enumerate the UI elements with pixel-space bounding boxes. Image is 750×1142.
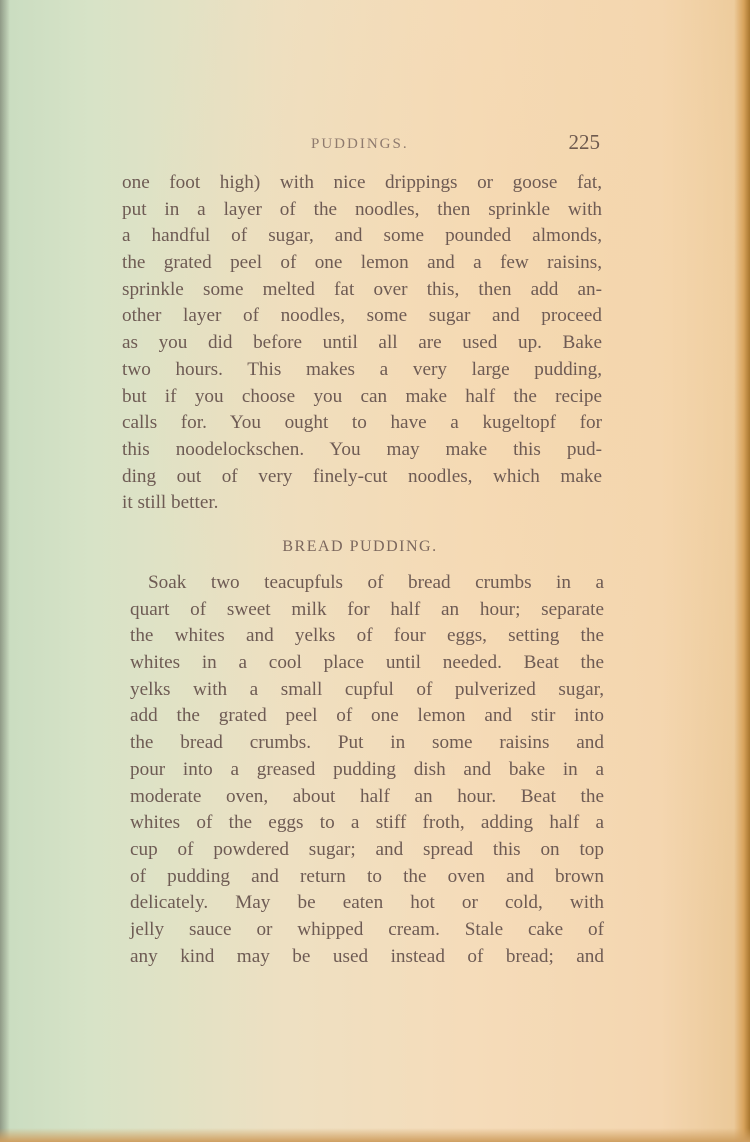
text-line: calls for. You ought to have a kugeltopf for [122,412,602,434]
text-line: Soak two teacupfuls of bread crumbs in a [148,572,604,593]
text-line: the grated peel of one lemon and a few raisins, [122,252,602,274]
text-line: but if you choose you can make half the recipe [122,385,602,407]
text-line: whites in a cool place until needed. Beat the [130,652,604,674]
text-line: it still better. [122,492,219,514]
paragraph-bread-pudding [130,570,604,970]
page-gutter-shadow [0,0,10,1142]
text-line: the whites and yelks of four eggs, setting the [130,625,604,647]
text-line: as you did before until all are used up. Bake [122,332,602,354]
page-number: 225 [568,130,600,154]
text-line: other layer of noodles, some sugar and proceed [122,305,602,327]
text-line: this noodelockschen. You may make this pud- [122,438,602,460]
text-line: add the grated peel of one lemon and stir into [130,705,604,727]
text-line: a handful of sugar, and some pounded almonds, [122,225,602,247]
text-line: quart of sweet milk for half an hour; separate [130,598,604,620]
text-line: the bread crumbs. Put in some raisins and [130,732,604,754]
text-line: sprinkle some melted fat over this, then add an- [122,278,602,300]
text-line: delicately. May be eaten hot or cold, with [130,892,604,914]
running-head [120,130,600,160]
text-line: whites of the eggs to a stiff froth, adding half a [130,812,604,834]
running-head-title: PUDDINGS. [311,136,409,152]
text-line: cup of powdered sugar; and spread this on top [130,838,604,860]
page-edge-bottom [0,1128,750,1142]
text-line: two hours. This makes a very large pudding, [122,358,602,380]
text-line: jelly sauce or whipped cream. Stale cake of [130,918,604,940]
text-line: put in a layer of the noodles, then sprinkle with [122,198,602,220]
page-edge-right [734,0,750,1142]
text-line: of pudding and return to the oven and brown [130,865,604,887]
text-line: one foot high) with nice drippings or goose fat, [122,172,602,193]
text-line: pour into a greased pudding dish and bake in a [130,758,604,780]
section-heading-bread-pudding: BREAD PUDDING. [282,538,438,555]
text-line: any kind may be used instead of bread; and [130,945,604,967]
text-line: ding out of very finely-cut noodles, which make [122,465,602,487]
paragraph-noodle-pudding [122,170,602,517]
text-line: moderate oven, about half an hour. Beat the [130,785,604,807]
text-line: yelks with a small cupful of pulverized sugar, [130,678,604,700]
